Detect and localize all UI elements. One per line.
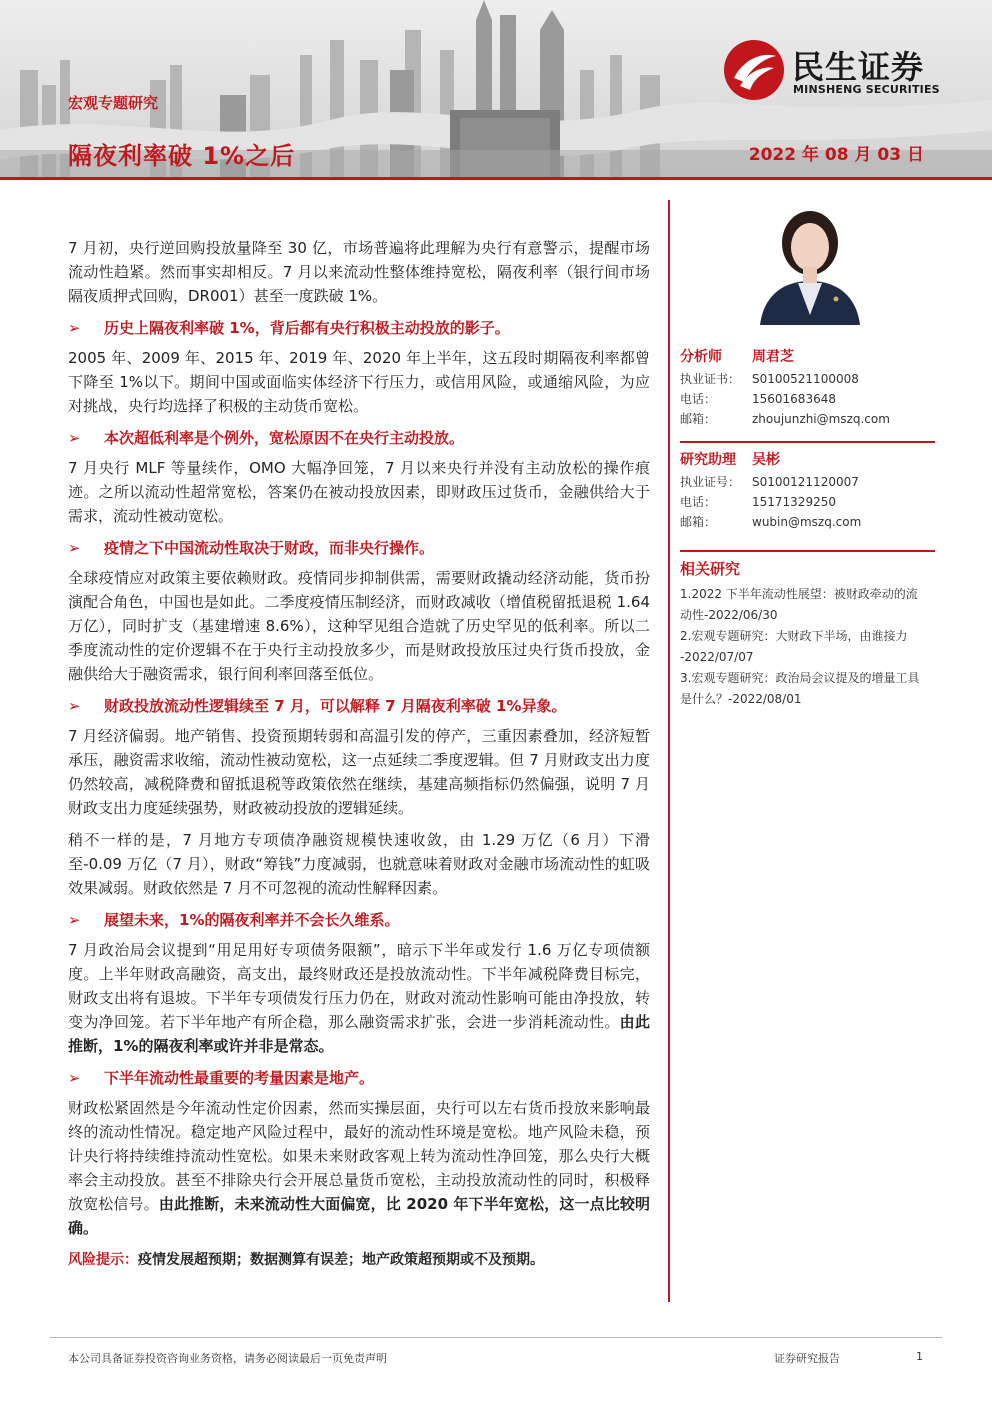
related-research-title: 相关研究 (680, 560, 741, 578)
sidebar-divider (680, 441, 935, 443)
analyst-name: 周君芝 (752, 349, 794, 365)
paragraph-6 (68, 938, 650, 1058)
arrow-icon: ➢ (68, 319, 81, 337)
highlight-5 (68, 908, 650, 932)
header-divider (0, 177, 992, 180)
report-date: 2022 年 08 月 03 日 (748, 145, 924, 165)
analyst-cert-label: 执业证书： (680, 372, 741, 386)
minsheng-emblem-icon (722, 38, 786, 102)
sidebar-divider (680, 550, 935, 552)
highlight-5-text: 展望未来，1%的隔夜利率并不会长久维系。 (104, 911, 400, 929)
analyst-email-label: 邮箱： (680, 412, 717, 426)
highlight-6 (68, 1066, 650, 1090)
arrow-icon: ➢ (68, 911, 81, 929)
report-title: 隔夜利率破 1%之后 (68, 142, 296, 170)
assistant-name: 吴彬 (752, 452, 780, 468)
report-body (68, 236, 650, 1272)
footer-disclaimer: 本公司具备证券投资咨询业务资格，请务必阅读最后一页免责声明 (68, 1352, 387, 1365)
analyst-photo (750, 195, 870, 325)
footer-divider (50, 1337, 942, 1338)
highlight-2 (68, 426, 650, 450)
highlight-1 (68, 316, 650, 340)
paragraph-4: 7 月经济偏弱。地产销售、投资预期转弱和高温引发的停产，三重因素叠加，经济短暂承压，融资需求收缩，流动性被动宽松，这一点延续二季度逻辑。但 7 月财政支出力度仍然较高，减税降费和留抵退税等政策依然在继续，基建高频指标仍然偏强，说明 7 月财政支出力度延续强势，财政被动投放的逻辑延续。 (68, 727, 650, 817)
assistant-cert: S0100121120007 (752, 475, 859, 489)
analyst-cert: S0100521100008 (752, 372, 859, 386)
highlight-3-text: 疫情之下中国流动性取决于财政，而非央行操作。 (104, 539, 435, 557)
related-research-item[interactable]: 2.宏观专题研究：大财政下半场，由谁接力 -2022/07/07 (680, 629, 908, 664)
risk-warning (68, 1248, 650, 1272)
paragraph-7-conclusion: 由此推断，未来流动性大面偏宽，比 2020 年下半年宽松，这一点比较明确。 (68, 1195, 650, 1237)
analyst-phone-label: 电话： (680, 392, 717, 406)
arrow-icon: ➢ (68, 429, 81, 447)
paragraph-3: 全球疫情应对政策主要依赖财政。疫情同步抑制供需，需要财政撬动经济动能，货币扮演配合角色，中国也是如此。二季度疫情压制经济，而财政减收（增值税留抵退税 1.64 万亿），同时扩支（基建增速 8.6%），这种罕见组合造就了历史罕见的低利率。所以二季度流动性的定价逻辑不在于央行主动投放多少，而是财政投放压过央行货币投放，金融供给大于融资需求，银行间利率回落至低位。 (68, 569, 650, 683)
assistant-cert-label: 执业证号： (680, 475, 741, 489)
minsheng-logo (722, 38, 972, 102)
page-number: 1 (916, 1350, 923, 1363)
risk-warning-label: 风险提示： (68, 1252, 138, 1268)
highlight-4 (68, 694, 650, 718)
paragraph-1: 2005 年、2009 年、2015 年、2019 年、2020 年上半年，这五段时期隔夜利率都曾下降至 1%以下。期间中国或面临实体经济下行压力，或信用风险，或通缩风险，为应对挑战，央行均选择了积极的主动货币宽松。 (68, 349, 650, 415)
paragraph-6-conclusion: 由此推断，1%的隔夜利率或许并非是常态。 (68, 1013, 650, 1055)
analyst-info (680, 345, 935, 429)
logo-chinese-name: 民生证券 (792, 48, 925, 86)
column-divider (668, 200, 670, 1302)
assistant-info (680, 448, 935, 532)
assistant-phone-label: 电话： (680, 495, 717, 509)
related-research-item[interactable]: 1.2022 下半年流动性展望：被财政牵动的流动性-2022/06/30 (680, 587, 918, 622)
paragraph-7 (68, 1096, 650, 1240)
risk-warning-text: 疫情发展超预期；数据测算有误差；地产政策超预期或不及预期。 (138, 1252, 544, 1268)
paragraph-5: 稍不一样的是，7 月地方专项债净融资规模快速收敛，由 1.29 万亿（6 月）下滑至-0.09 万亿（7 月），财政“筹钱”力度减弱，也就意味着财政对金融市场流动性的虹吸效果减弱。财政依然是 7 月不可忽视的流动性解释因素。 (68, 831, 650, 897)
intro-paragraph: 7 月初，央行逆回购投放量降至 30 亿，市场普遍将此理解为央行有意警示，提醒市场流动性趋紧。然而事实却相反。7 月以来流动性整体维持宽松，隔夜利率（银行间市场隔夜质押式回购，DR001）甚至一度跌破 1%。 (68, 239, 650, 305)
arrow-icon: ➢ (68, 697, 81, 715)
analyst-role: 分析师 (680, 349, 722, 365)
report-category: 宏观专题研究 (68, 94, 159, 112)
arrow-icon: ➢ (68, 1069, 81, 1087)
related-research-item[interactable]: 3.宏观专题研究：政治局会议提及的增量工具是什么？-2022/08/01 (680, 671, 920, 706)
paragraph-7-text: 财政松紧固然是今年流动性定价因素，然而实操层面，央行可以左右货币投放来影响最终的流动性情况。稳定地产风险过程中，最好的流动性环境是宽松。地产风险未稳，预计央行将持续维持流动性宽松。如果未来财政客观上转为流动性净回笼，那么央行大概率会主动投放。甚至不排除央行会开展总量货币宽松，主动投放流动性的同时，积极释放宽松信号。 (68, 1099, 650, 1213)
report-header (0, 0, 992, 180)
analyst-portrait-icon (750, 195, 870, 325)
arrow-icon: ➢ (68, 539, 81, 557)
related-research-list (680, 584, 928, 710)
logo-english-name: MINSHENG SECURITIES (793, 83, 940, 96)
analyst-phone: 15601683648 (752, 392, 836, 406)
analyst-email[interactable]: zhoujunzhi@mszq.com (752, 412, 890, 426)
highlight-4-text: 财政投放流动性逻辑续至 7 月，可以解释 7 月隔夜利率破 1%异象。 (104, 697, 567, 715)
highlight-3 (68, 536, 650, 560)
highlight-2-text: 本次超低利率是个例外，宽松原因不在央行主动投放。 (104, 429, 465, 447)
assistant-email-label: 邮箱： (680, 515, 717, 529)
assistant-role: 研究助理 (680, 452, 736, 468)
paragraph-6-text: 7 月政治局会议提到“用足用好专项债务限额”，暗示下半年或发行 1.6 万亿专项债额度。上半年财政高融资，高支出，最终财政还是投放流动性。下半年减税降费目标完，财政支出将有退坡。下半年专项债发行压力仍在，财政对流动性影响可能由净投放，转变为净回笼。若下半年地产有所企稳，那么融资需求扩张，会进一步消耗流动性。 (68, 941, 650, 1031)
highlight-1-text: 历史上隔夜利率破 1%，背后都有央行积极主动投放的影子。 (104, 319, 510, 337)
paragraph-2: 7 月央行 MLF 等量续作，OMO 大幅净回笼，7 月以来央行并没有主动放松的操作痕迹。之所以流动性超常宽松，答案仍在被动投放因素，即财政压过货币，金融供给大于需求，流动性被动宽松。 (68, 459, 650, 525)
assistant-email[interactable]: wubin@mszq.com (752, 515, 862, 529)
footer-report-type: 证券研究报告 (774, 1352, 840, 1365)
assistant-phone: 15171329250 (752, 495, 836, 509)
highlight-6-text: 下半年流动性最重要的考量因素是地产。 (104, 1069, 375, 1087)
